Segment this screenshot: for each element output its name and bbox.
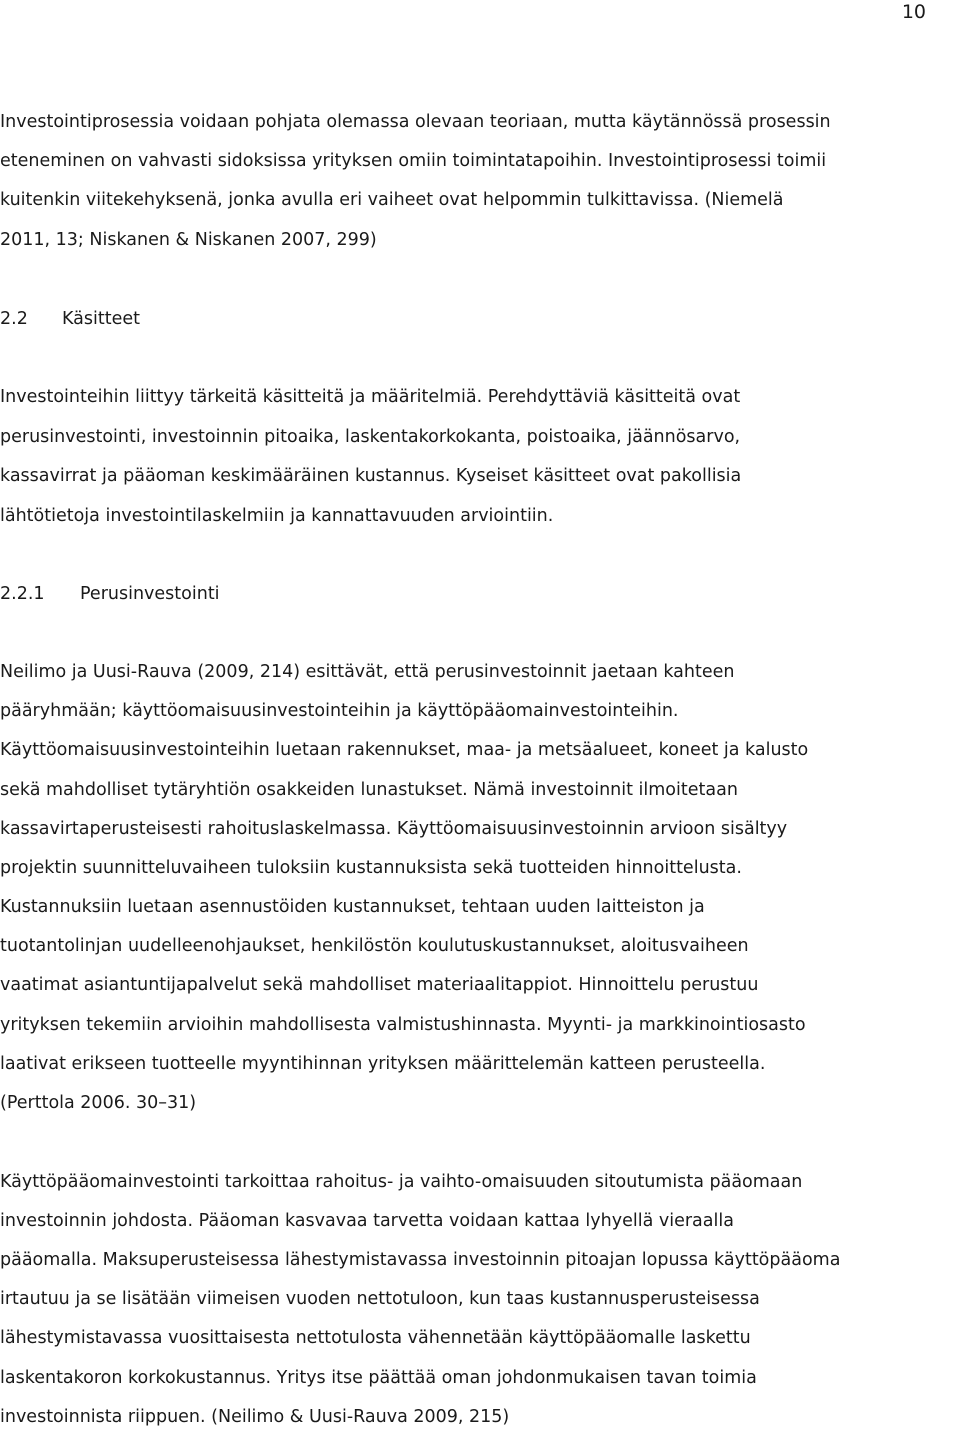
text-line: kassavirrat ja pääoman keskimääräinen kustannus. Kyseiset käsitteet ovat pakollisia	[0, 466, 742, 486]
text-line: 2011, 13; Niskanen & Niskanen 2007, 299)	[0, 230, 377, 250]
section-heading-kasitteet	[0, 307, 140, 331]
page-number: 10	[901, 1, 926, 23]
text-line: yrityksen tekemiin arvioihin mahdollisesta valmistushinnasta. Myynti- ja markkinointiosasto	[0, 1015, 806, 1035]
text-line: Investointeihin liittyy tärkeitä käsitteitä ja määritelmiä. Perehdyttäviä käsitteitä ovat	[0, 387, 741, 407]
section-heading-perusinvestointi	[0, 582, 220, 606]
text-line: lähestymistavassa vuosittaisesta nettotulosta vähennetään käyttöpääomalle laskettu	[0, 1328, 751, 1348]
text-line: Käyttöomaisuusinvestointeihin luetaan rakennukset, maa- ja metsäalueet, koneet ja kalusto	[0, 740, 809, 760]
section-number: 2.2	[0, 309, 28, 329]
text-line: vaatimat asiantuntijapalvelut sekä mahdolliset materiaalitappiot. Hinnoittelu perustuu	[0, 975, 759, 995]
text-line: Kustannuksiin luetaan asennustöiden kustannukset, tehtaan uuden laitteiston ja	[0, 897, 705, 917]
text-line: kuitenkin viitekehyksenä, jonka avulla eri vaiheet ovat helpommin tulkittavissa. (Niemelä	[0, 190, 784, 210]
text-line: pääomalla. Maksuperusteisessa lähestymistavassa investoinnin pitoajan lopussa käyttöpääoma	[0, 1250, 841, 1270]
text-line: tuotantolinjan uudelleenohjaukset, henkilöstön koulutuskustannukset, aloitusvaiheen	[0, 936, 749, 956]
section-title: Käsitteet	[62, 309, 140, 329]
text-line: investoinnista riippuen. (Neilimo & Uusi-Rauva 2009, 215)	[0, 1407, 510, 1427]
text-line: perusinvestointi, investoinnin pitoaika, laskentakorkokanta, poistoaika, jäännösarvo,	[0, 427, 741, 447]
text-line: Neilimo ja Uusi-Rauva (2009, 214) esittävät, että perusinvestoinnit jaetaan kahteen	[0, 662, 735, 682]
text-line: laativat erikseen tuotteelle myyntihinnan yrityksen määrittelemän katteen perusteella.	[0, 1054, 766, 1074]
text-line: kassavirtaperusteisesti rahoituslaskelmassa. Käyttöomaisuusinvestoinnin arvioon sisältyy	[0, 819, 788, 839]
text-line: sekä mahdolliset tytäryhtiön osakkeiden lunastukset. Nämä investoinnit ilmoitetaan	[0, 780, 738, 800]
text-line: Investointiprosessia voidaan pohjata olemassa olevaan teoriaan, mutta käytännössä prosessin	[0, 112, 831, 132]
text-line: lähtötietoja investointilaskelmiin ja kannattavuuden arviointiin.	[0, 506, 554, 526]
text-line: Käyttöpääomainvestointi tarkoittaa rahoitus- ja vaihto-omaisuuden sitoutumista pääomaan	[0, 1172, 803, 1192]
text-line: investoinnin johdosta. Pääoman kasvavaa tarvetta voidaan kattaa lyhyellä vieraalla	[0, 1211, 734, 1231]
text-line: laskentakoron korkokustannus. Yritys itse päättää oman johdonmukaisen tavan toimia	[0, 1368, 757, 1388]
section-title: Perusinvestointi	[80, 584, 220, 604]
section-number: 2.2.1	[0, 584, 45, 604]
text-line: pääryhmään; käyttöomaisuusinvestointeihin ja käyttöpääomainvestointeihin.	[0, 701, 679, 721]
text-line: (Perttola 2006. 30–31)	[0, 1093, 197, 1113]
text-line: projektin suunnitteluvaiheen tuloksiin kustannuksista sekä tuotteiden hinnoittelusta.	[0, 858, 742, 878]
text-line: irtautuu ja se lisätään viimeisen vuoden nettotuloon, kun taas kustannusperusteisessa	[0, 1289, 760, 1309]
text-line: eteneminen on vahvasti sidoksissa yrityksen omiin toimintatapoihin. Investointiprosessi toimii	[0, 151, 827, 171]
